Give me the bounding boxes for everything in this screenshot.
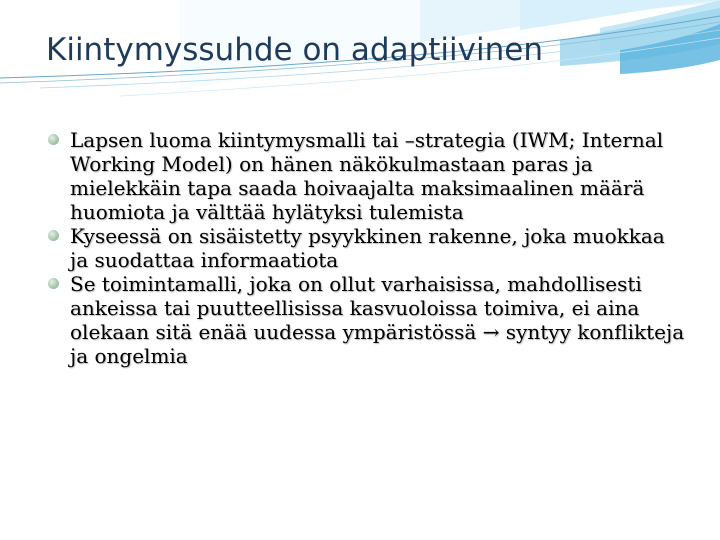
bullet-text: Se toimintamalli, joka on ollut varhaisissa, mahdollisesti ankeissa tai puutteellisissa kasvuoloissa toimiva, ei aina olekaan sitä enää uudessa ympäristössä → syntyy konflikteja ja ongelmia [70,272,685,368]
bullet-item [46,272,686,368]
bullet-text: Kyseessä on sisäistetty psyykkinen rakenne, joka muokkaa ja suodattaa informaatiota [70,224,665,272]
bullet-list [46,128,686,368]
bullet-dot-icon [48,134,59,145]
slide-title: Kiintymyssuhde on adaptiivinen [46,32,543,68]
bullet-text: Lapsen luoma kiintymysmalli tai –strategia (IWM; Internal Working Model) on hänen näkökulmastaan paras ja mielekkäin tapa saada hoivaajalta maksimaalinen määrä huomiota ja välttää hylätyksi tulemista [70,128,664,224]
bullet-item [46,224,686,272]
bullet-item [46,128,686,224]
bullet-dot-icon [48,278,59,289]
bullet-dot-icon [48,230,59,241]
